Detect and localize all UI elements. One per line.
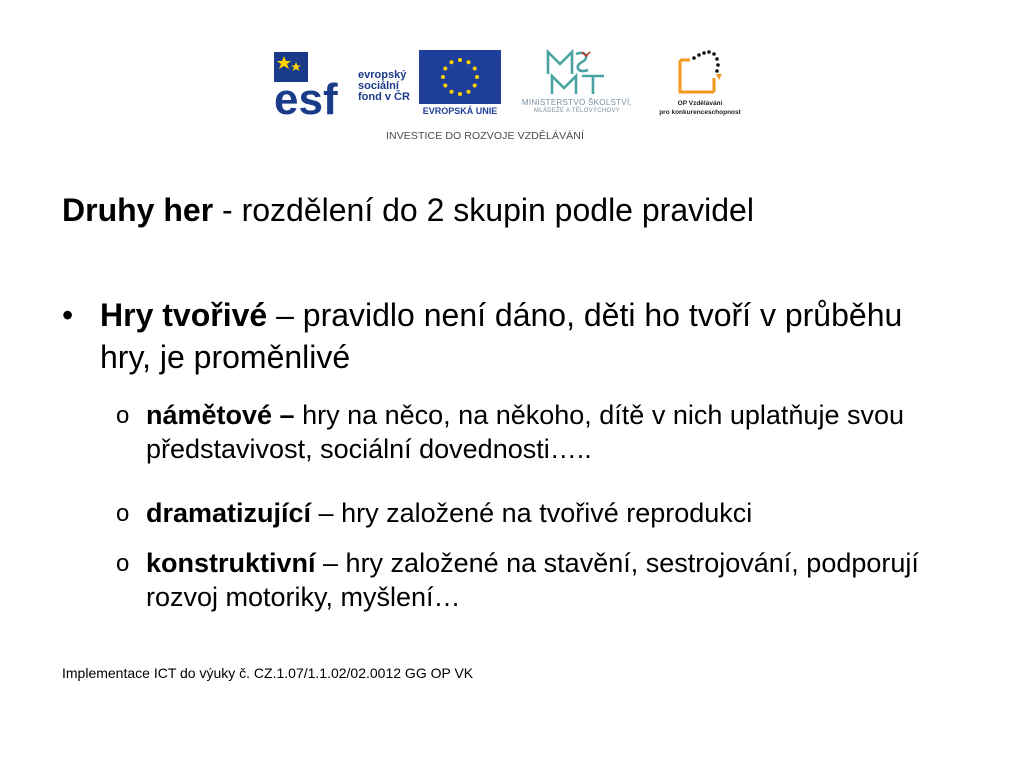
eu-logo	[419, 50, 501, 120]
subitem-bold: dramatizující	[146, 498, 312, 528]
esf-line-2: sociální	[358, 80, 399, 92]
bullet-text	[100, 294, 960, 378]
logo-banner	[274, 46, 754, 146]
opvk-logo	[652, 48, 748, 124]
esf-text	[358, 70, 410, 103]
eu-flag-icon	[419, 50, 501, 104]
title-bold: Druhy her	[62, 192, 214, 228]
svg-text:esf: esf	[274, 75, 338, 118]
msmt-mark-icon	[542, 48, 612, 96]
subitem-bold: námětové –	[146, 400, 295, 430]
investice-tagline: INVESTICE DO ROZVOJE VZDĚLÁVÁNÍ	[386, 130, 584, 142]
subitem-marker: o	[116, 402, 130, 429]
subitem-text	[146, 398, 996, 466]
bullet-marker: •	[62, 297, 74, 333]
subitem-marker: o	[116, 500, 130, 527]
subitem-rest: hry na něco, na někoho, dítě v nich uplatňuje svou představivost, sociální dovednosti…..	[146, 400, 904, 464]
esf-logo	[274, 52, 414, 118]
subitem-rest: – hry založené na tvořivé reprodukci	[311, 498, 753, 528]
subitem-rest: – hry založené na stavění, sestrojování, podporují rozvoj motoriky, myšlení…	[146, 548, 919, 612]
esf-line-1: evropský	[358, 69, 407, 81]
subitem-text	[146, 496, 996, 530]
title-rest: - rozdělení do 2 skupin podle pravidel	[213, 192, 754, 228]
opvk-line-2: pro konkurenceschopnost	[659, 109, 741, 116]
msmt-logo	[506, 48, 648, 124]
subitem-text	[146, 546, 996, 614]
bullet-bold: Hry tvořivé	[100, 297, 268, 333]
eu-label: EVROPSKÁ UNIE	[422, 106, 498, 116]
slide-title	[62, 190, 754, 230]
slide-footer: Implementace ICT do výuky č. CZ.1.07/1.1.02/02.0012 GG OP VK	[62, 665, 474, 681]
subitem-marker: o	[116, 550, 130, 577]
msmt-line-2: MLÁDEŽE A TĚLOVÝCHOVY	[533, 108, 621, 114]
esf-line-3: fond v ČR	[358, 91, 410, 103]
opvk-mark-icon	[674, 48, 726, 96]
bullet-rest: – pravidlo není dáno, děti ho tvoří v průběhu hry, je proměnlivé	[100, 297, 903, 375]
esf-mark-icon	[274, 52, 354, 118]
subitem-bold: konstruktivní	[146, 548, 316, 578]
msmt-line-1: MINISTERSTVO ŠKOLSTVÍ,	[521, 98, 633, 107]
opvk-line-1: OP Vzdělávání	[677, 100, 723, 107]
